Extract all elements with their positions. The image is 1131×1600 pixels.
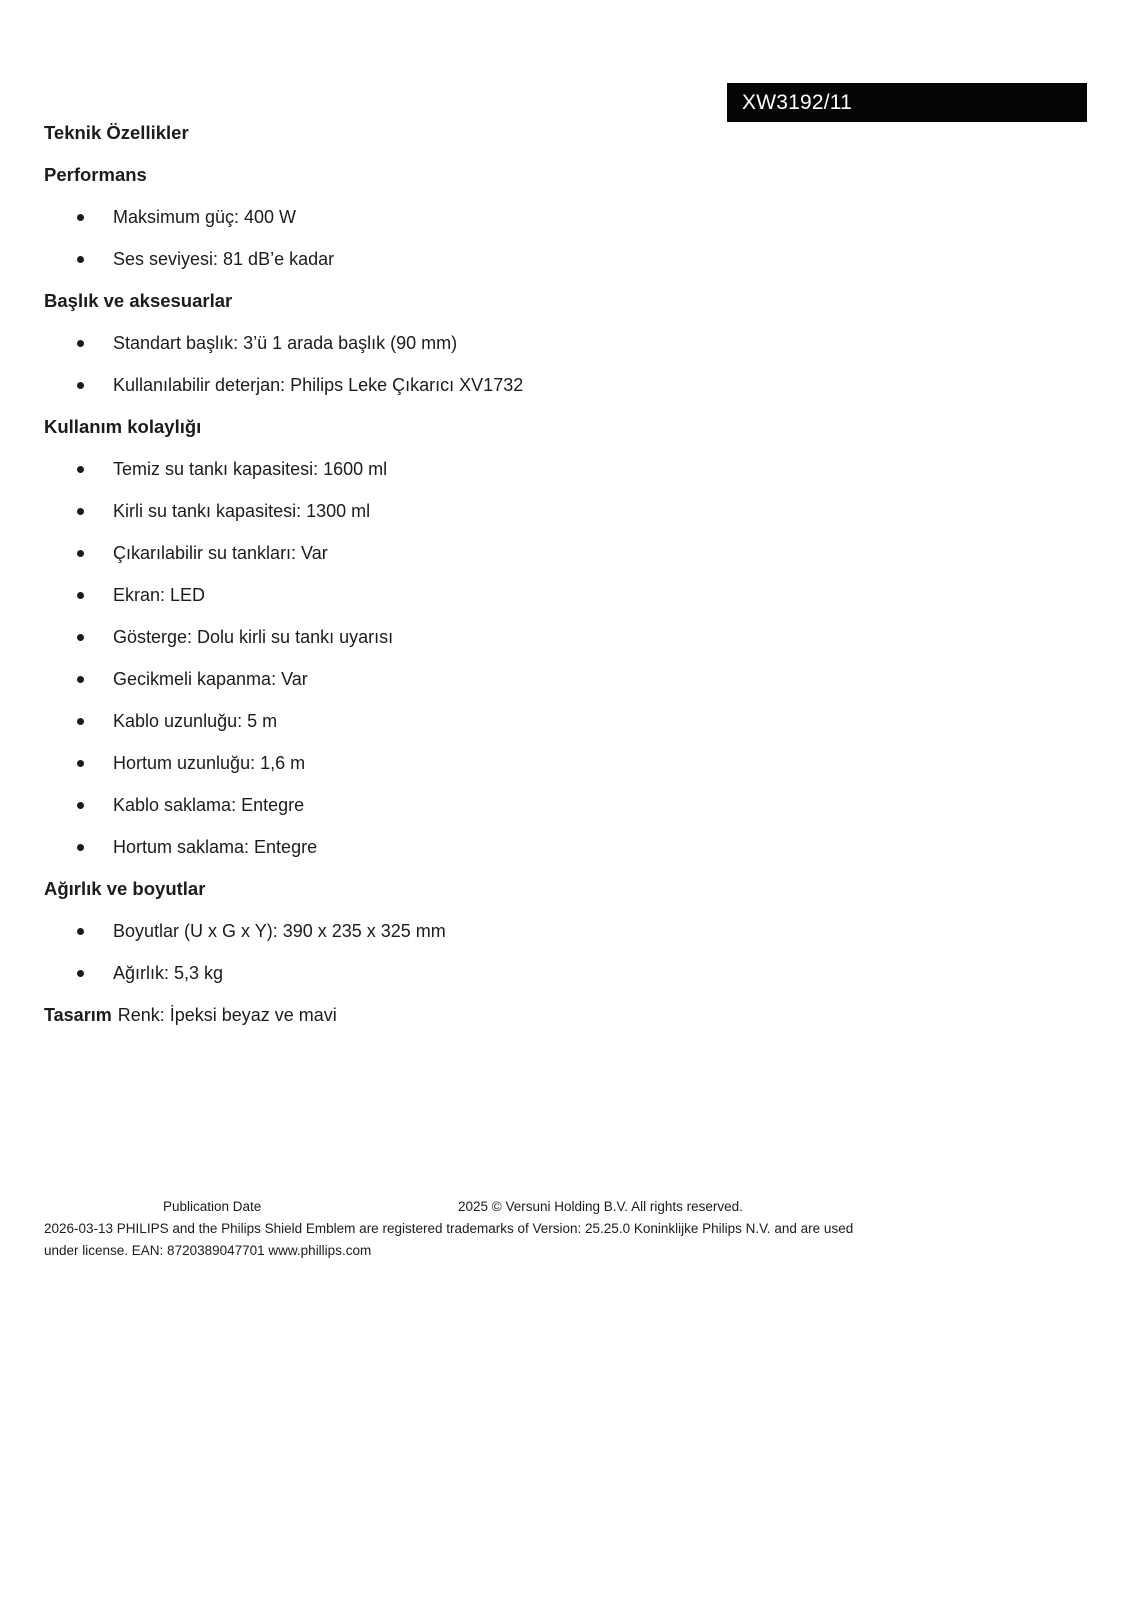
- list-item: [44, 952, 1087, 994]
- spec-text: Boyutlar (U x G x Y): 390 x 235 x 325 mm: [113, 921, 446, 941]
- bullet-icon: [77, 592, 113, 599]
- page-title: Teknik Özellikler: [44, 122, 189, 143]
- list-item: [44, 658, 1087, 700]
- spec-text: Standart başlık: 3’ü 1 arada başlık (90 mm): [113, 333, 458, 353]
- bullet-icon: [77, 634, 113, 641]
- list-item: [44, 574, 1087, 616]
- list-item: [44, 448, 1087, 490]
- spec-text: Ağırlık: 5,3 kg: [113, 963, 224, 983]
- spec-text: Kablo uzunluğu: 5 m: [113, 711, 278, 731]
- bullet-icon: [77, 928, 113, 935]
- spec-text: Maksimum güç: 400 W: [113, 207, 297, 227]
- footer-line-3: under license. EAN: 8720389047701 www.phillips.com: [44, 1243, 372, 1258]
- product-code: XW3192/11: [742, 90, 852, 114]
- list-item: [44, 490, 1087, 532]
- spec-text: Temiz su tankı kapasitesi: 1600 ml: [113, 459, 388, 479]
- bullet-icon: [77, 508, 113, 515]
- section-heading-kullanim-kolayligi: Kullanım kolaylığı: [44, 416, 202, 437]
- bullet-icon: [77, 718, 113, 725]
- footer-line-1: [44, 1196, 1087, 1218]
- list-item: [44, 196, 1087, 238]
- bullet-icon: [77, 970, 113, 977]
- list-item: [44, 532, 1087, 574]
- bullet-icon: [77, 340, 113, 347]
- spec-text: Kullanılabilir deterjan: Philips Leke Çıkarıcı XV1732: [113, 375, 524, 395]
- design-line: [44, 994, 1087, 1036]
- list-item: [44, 364, 1087, 406]
- list-item: [44, 616, 1087, 658]
- bullet-icon: [77, 382, 113, 389]
- bullet-icon: [77, 214, 113, 221]
- bullet-icon: [77, 256, 113, 263]
- spec-text: Hortum uzunluğu: 1,6 m: [113, 753, 306, 773]
- copyright-text: 2025 © Versuni Holding B.V. All rights reserved.: [458, 1199, 743, 1214]
- list-item: [44, 742, 1087, 784]
- spec-text: Gösterge: Dolu kirli su tankı uyarısı: [113, 627, 394, 647]
- list-item: [44, 700, 1087, 742]
- spec-content: [44, 112, 1087, 1036]
- bullet-icon: [77, 844, 113, 851]
- section-heading-performans: Performans: [44, 164, 147, 185]
- bullet-icon: [77, 550, 113, 557]
- spec-text: Kablo saklama: Entegre: [113, 795, 305, 815]
- spec-text: Gecikmeli kapanma: Var: [113, 669, 308, 689]
- spec-text: Hortum saklama: Entegre: [113, 837, 318, 857]
- bullet-icon: [77, 760, 113, 767]
- spec-text: Kirli su tankı kapasitesi: 1300 ml: [113, 501, 371, 521]
- bullet-icon: [77, 466, 113, 473]
- design-text: Renk: İpeksi beyaz ve mavi: [117, 1005, 337, 1025]
- footer: [44, 1196, 1087, 1262]
- spec-text: Çıkarılabilir su tankları: Var: [113, 543, 328, 563]
- list-item: [44, 826, 1087, 868]
- design-label: Tasarım: [44, 1005, 112, 1025]
- publication-date-label: Publication Date: [163, 1199, 262, 1214]
- section-heading-baslik-ve-aksesuarlar: Başlık ve aksesuarlar: [44, 290, 233, 311]
- bullet-icon: [77, 802, 113, 809]
- list-item: [44, 910, 1087, 952]
- list-item: [44, 784, 1087, 826]
- footer-line-2: 2026-03-13 PHILIPS and the Philips Shield Emblem are registered trademarks of Version: 25.25.0 Koninklijke Philips N.V. and are used: [44, 1221, 854, 1236]
- bullet-icon: [77, 676, 113, 683]
- section-heading-agirlik-ve-boyutlar: Ağırlık ve boyutlar: [44, 878, 206, 899]
- list-item: [44, 238, 1087, 280]
- spec-text: Ses seviyesi: 81 dB’e kadar: [113, 249, 335, 269]
- list-item: [44, 322, 1087, 364]
- spec-text: Ekran: LED: [113, 585, 206, 605]
